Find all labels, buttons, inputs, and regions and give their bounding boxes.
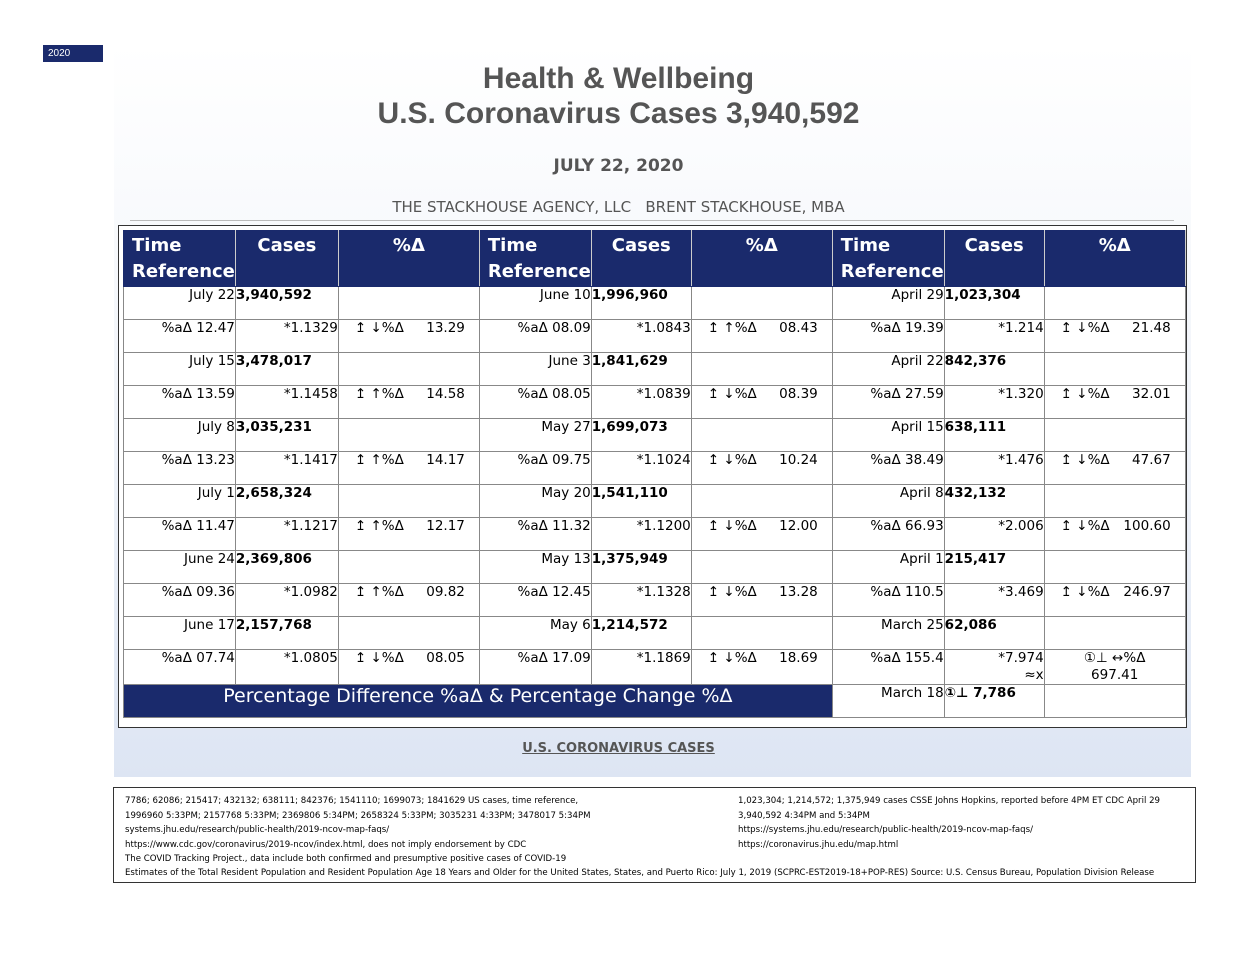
pct-change-value: 13.28 xyxy=(779,584,818,600)
multiplier-cell: *1.320 xyxy=(944,386,1044,419)
direction-indicator: ↥ ↓%Δ xyxy=(1060,452,1110,468)
source-line: 1,023,304; 1,214,572; 1,375,949 cases CSSE Johns Hopkins, reported before 4PM ET CDC April 29 xyxy=(738,796,1161,806)
pct-change-value: 18.69 xyxy=(779,650,818,666)
pct-change-value: 12.00 xyxy=(779,518,818,534)
cases-cell: 1,699,073 xyxy=(591,419,691,452)
table-row xyxy=(124,551,1186,584)
cases-cell: 842,376 xyxy=(944,353,1044,386)
direction-indicator: ↥ ↓%Δ xyxy=(354,320,404,336)
pct-change-value: 10.24 xyxy=(779,452,818,468)
header-time-reference: Time Reference xyxy=(124,231,236,287)
pct-difference-cell: %aΔ 155.4 xyxy=(832,650,944,685)
table-row xyxy=(124,685,1186,718)
table-row xyxy=(124,320,1186,353)
empty-cell xyxy=(338,485,479,518)
time-reference-cell: April 1 xyxy=(832,551,944,584)
cases-cell: 62,086 xyxy=(944,617,1044,650)
pct-difference-cell: %aΔ 08.09 xyxy=(479,320,591,353)
pct-change-cell xyxy=(338,584,479,617)
multiplier-cell: *1.1024 xyxy=(591,452,691,485)
empty-cell xyxy=(691,287,832,320)
time-reference-cell: July 1 xyxy=(124,485,236,518)
pct-change-cell xyxy=(338,518,479,551)
pct-difference-cell: %aΔ 09.75 xyxy=(479,452,591,485)
cases-cell: 638,111 xyxy=(944,419,1044,452)
direction-indicator: ↥ ↓%Δ xyxy=(707,650,757,666)
pct-difference-cell: %aΔ 07.74 xyxy=(124,650,236,685)
time-reference-cell: July 8 xyxy=(124,419,236,452)
pct-change-cell xyxy=(1044,518,1185,551)
cases-cell: ①⊥ 7,786 xyxy=(944,685,1044,718)
empty-cell xyxy=(1044,287,1185,320)
pct-difference-cell: %aΔ 12.45 xyxy=(479,584,591,617)
time-reference-cell: June 10 xyxy=(479,287,591,320)
pct-difference-cell: %aΔ 110.5 xyxy=(832,584,944,617)
direction-indicator: ↥ ↓%Δ xyxy=(707,452,757,468)
time-reference-cell: April 8 xyxy=(832,485,944,518)
multiplier-cell: *1.1329 xyxy=(235,320,338,353)
table-row xyxy=(124,386,1186,419)
pct-difference-cell: %aΔ 66.93 xyxy=(832,518,944,551)
multiplier-cell: *1.0843 xyxy=(591,320,691,353)
table-row xyxy=(124,353,1186,386)
time-reference-cell: May 27 xyxy=(479,419,591,452)
empty-cell xyxy=(1044,419,1185,452)
cases-cell: 3,940,592 xyxy=(235,287,338,320)
pct-change-value: 08.05 xyxy=(426,650,465,666)
multiplier-cell: *1.1869 xyxy=(591,650,691,685)
direction-indicator: ↥ ↓%Δ xyxy=(707,584,757,600)
multiplier-cell: *3.469 xyxy=(944,584,1044,617)
empty-cell xyxy=(338,551,479,584)
pct-difference-cell: %aΔ 08.05 xyxy=(479,386,591,419)
pct-change-cell xyxy=(1044,386,1185,419)
source-line: 3,940,592 4:34PM and 5:34PM xyxy=(738,810,870,821)
header-pct-change: %Δ xyxy=(691,231,832,287)
table-row xyxy=(124,485,1186,518)
source-line: https://systems.jhu.edu/research/public-health/2019-ncov-map-faqs/ xyxy=(738,825,1033,835)
pct-change-value: 12.17 xyxy=(426,518,465,534)
source-line: 1996960 5:33PM; 2157768 5:33PM; 2369806 5:34PM; 2658324 5:33PM; 3035231 4:33PM; 3478017 5:34PM xyxy=(125,810,591,821)
empty-cell xyxy=(1044,485,1185,518)
table-header-row xyxy=(124,231,1186,287)
multiplier-cell: *1.0805 xyxy=(235,650,338,685)
approx-symbol: ≈x xyxy=(1024,667,1044,683)
pct-change-cell xyxy=(1044,650,1185,685)
pct-change-cell xyxy=(691,320,832,353)
time-reference-cell: April 29 xyxy=(832,287,944,320)
empty-cell xyxy=(338,353,479,386)
pct-difference-cell: %aΔ 38.49 xyxy=(832,452,944,485)
time-reference-cell: March 25 xyxy=(832,617,944,650)
pct-difference-cell: %aΔ 12.47 xyxy=(124,320,236,353)
multiplier-cell: *1.1200 xyxy=(591,518,691,551)
pct-change-cell xyxy=(1044,452,1185,485)
pct-change-cell xyxy=(1044,584,1185,617)
empty-cell xyxy=(1044,353,1185,386)
time-reference-cell: July 22 xyxy=(124,287,236,320)
empty-cell xyxy=(691,419,832,452)
pct-difference-cell: %aΔ 17.09 xyxy=(479,650,591,685)
multiplier-cell: *1.476 xyxy=(944,452,1044,485)
table-row xyxy=(124,518,1186,551)
time-reference-cell: April 15 xyxy=(832,419,944,452)
empty-cell xyxy=(691,551,832,584)
header-time-reference: Time Reference xyxy=(479,231,591,287)
source-census-line: Estimates of the Total Resident Population and Resident Population Age 18 Years and Older for the United States, States, and Puerto Rico: July 1, 2019 (SCPRC-EST2019-18+POP-RES) Source: U.S. Census Bureau, Population Division Release xyxy=(125,868,1155,878)
empty-cell xyxy=(691,617,832,650)
cases-cell: 215,417 xyxy=(944,551,1044,584)
pct-change-cell xyxy=(338,386,479,419)
divider xyxy=(130,220,1174,221)
multiplier-cell: *1.1217 xyxy=(235,518,338,551)
pct-change-value: 13.29 xyxy=(426,320,465,336)
cases-cell: 3,478,017 xyxy=(235,353,338,386)
direction-indicator: ↥ ↑%Δ xyxy=(354,452,404,468)
direction-indicator: ↥ ↓%Δ xyxy=(1060,386,1110,402)
source-line: https://coronavirus.jhu.edu/map.html xyxy=(738,839,899,850)
pct-change-cell xyxy=(691,650,832,685)
report-date: JULY 22, 2020 xyxy=(553,156,684,176)
cases-cell: 1,023,304 xyxy=(944,287,1044,320)
table-row xyxy=(124,452,1186,485)
page-subtitle-cases: U.S. Coronavirus Cases 3,940,592 xyxy=(377,97,860,130)
table-caption: U.S. CORONAVIRUS CASES xyxy=(522,741,715,756)
pct-change-value: 47.67 xyxy=(1132,452,1171,468)
header-pct-change: %Δ xyxy=(1044,231,1185,287)
pct-change-cell xyxy=(691,584,832,617)
header-pct-change: %Δ xyxy=(338,231,479,287)
legend-banner: Percentage Difference %aΔ & Percentage Change %Δ xyxy=(124,685,833,718)
cases-cell: 1,214,572 xyxy=(591,617,691,650)
header-cases: Cases xyxy=(235,231,338,287)
pct-change-value: 14.58 xyxy=(426,386,465,402)
time-reference-cell: May 13 xyxy=(479,551,591,584)
empty-cell xyxy=(1044,617,1185,650)
multiplier-cell: *1.0982 xyxy=(235,584,338,617)
cases-cell: 2,369,806 xyxy=(235,551,338,584)
time-reference-cell: June 3 xyxy=(479,353,591,386)
multiplier-cell: *2.006 xyxy=(944,518,1044,551)
sources-box xyxy=(113,787,1196,883)
empty-cell xyxy=(338,419,479,452)
direction-indicator: ↥ ↓%Δ xyxy=(1060,518,1110,534)
pct-change-cell xyxy=(338,650,479,685)
multiplier-cell: *1.1417 xyxy=(235,452,338,485)
time-reference-cell: May 6 xyxy=(479,617,591,650)
header-cases: Cases xyxy=(591,231,691,287)
direction-indicator: ↥ ↑%Δ xyxy=(354,518,404,534)
time-reference-cell: April 22 xyxy=(832,353,944,386)
table-row xyxy=(124,584,1186,617)
page-title: Health & Wellbeing xyxy=(482,62,755,95)
pct-change-value: 100.60 xyxy=(1123,518,1171,534)
pct-change-value: 21.48 xyxy=(1132,320,1171,336)
table-row xyxy=(124,287,1186,320)
multiplier-cell: *1.1458 xyxy=(235,386,338,419)
multiplier-cell xyxy=(944,650,1044,685)
time-reference-cell: June 24 xyxy=(124,551,236,584)
multiplier-cell: *1.214 xyxy=(944,320,1044,353)
multiplier-cell: *1.0839 xyxy=(591,386,691,419)
pct-change-cell xyxy=(338,320,479,353)
cases-cell: 2,658,324 xyxy=(235,485,338,518)
cases-cell: 1,996,960 xyxy=(591,287,691,320)
empty-cell xyxy=(691,353,832,386)
pct-change-cell xyxy=(691,518,832,551)
direction-indicator: ↥ ↑%Δ xyxy=(354,584,404,600)
pct-change-cell xyxy=(691,452,832,485)
time-reference-cell: May 20 xyxy=(479,485,591,518)
pct-difference-cell: %aΔ 11.47 xyxy=(124,518,236,551)
direction-indicator: ↥ ↓%Δ xyxy=(354,650,404,666)
year-badge: 2020 xyxy=(43,45,103,62)
cases-cell: 1,375,949 xyxy=(591,551,691,584)
direction-indicator: ↥ ↓%Δ xyxy=(1060,584,1110,600)
table-row xyxy=(124,650,1186,685)
empty-cell xyxy=(691,485,832,518)
pct-difference-cell: %aΔ 13.23 xyxy=(124,452,236,485)
direction-indicator: ↥ ↓%Δ xyxy=(707,518,757,534)
pct-change-value: 08.43 xyxy=(779,320,818,336)
time-reference-cell: July 15 xyxy=(124,353,236,386)
direction-indicator: ①⊥ ↔%Δ xyxy=(1083,650,1146,666)
sources-right xyxy=(738,794,1188,852)
pct-change-value: 08.39 xyxy=(779,386,818,402)
pct-difference-cell: %aΔ 19.39 xyxy=(832,320,944,353)
empty-cell xyxy=(338,287,479,320)
source-line: 7786; 62086; 215417; 432132; 638111; 842376; 1541110; 1699073; 1841629 US cases, time reference, xyxy=(125,796,579,806)
pct-change-value: 14.17 xyxy=(426,452,465,468)
pct-change-value: 697.41 xyxy=(1091,667,1139,683)
cases-cell: 3,035,231 xyxy=(235,419,338,452)
header-time-reference: Time Reference xyxy=(832,231,944,287)
empty-cell xyxy=(1044,551,1185,584)
direction-indicator: ↥ ↑%Δ xyxy=(707,320,757,336)
source-line: The COVID Tracking Project., data include both confirmed and presumptive positive cases of COVID-19 xyxy=(125,854,567,864)
cases-cell: 1,841,629 xyxy=(591,353,691,386)
direction-indicator: ↥ ↓%Δ xyxy=(707,386,757,402)
cases-table xyxy=(123,230,1186,718)
direction-indicator: ↥ ↑%Δ xyxy=(354,386,404,402)
pct-change-cell xyxy=(338,452,479,485)
source-line: systems.jhu.edu/research/public-health/2019-ncov-map-faqs/ xyxy=(125,825,390,835)
pct-change-value: 246.97 xyxy=(1123,584,1171,600)
multiplier-cell: *1.1328 xyxy=(591,584,691,617)
time-reference-cell: March 18 xyxy=(832,685,944,718)
source-line: https://www.cdc.gov/coronavirus/2019-ncov/index.html, does not imply endorsement by CDC xyxy=(125,839,527,850)
table-row xyxy=(124,617,1186,650)
empty-cell xyxy=(1044,685,1185,718)
cases-cell: 2,157,768 xyxy=(235,617,338,650)
pct-difference-cell: %aΔ 11.32 xyxy=(479,518,591,551)
sources-left xyxy=(125,794,725,867)
pct-difference-cell: %aΔ 27.59 xyxy=(832,386,944,419)
table-row xyxy=(124,419,1186,452)
pct-change-cell xyxy=(1044,320,1185,353)
pct-change-cell xyxy=(691,386,832,419)
multiplier-value: *7.974 xyxy=(998,650,1044,666)
empty-cell xyxy=(338,617,479,650)
pct-change-value: 32.01 xyxy=(1132,386,1171,402)
cases-cell: 432,132 xyxy=(944,485,1044,518)
cases-cell: 1,541,110 xyxy=(591,485,691,518)
direction-indicator: ↥ ↓%Δ xyxy=(1060,320,1110,336)
header-cases: Cases xyxy=(944,231,1044,287)
pct-difference-cell: %aΔ 13.59 xyxy=(124,386,236,419)
pct-change-value: 09.82 xyxy=(426,584,465,600)
agency-line: THE STACKHOUSE AGENCY, LLC BRENT STACKHOUSE, MBA xyxy=(392,198,845,216)
pct-difference-cell: %aΔ 09.36 xyxy=(124,584,236,617)
time-reference-cell: June 17 xyxy=(124,617,236,650)
